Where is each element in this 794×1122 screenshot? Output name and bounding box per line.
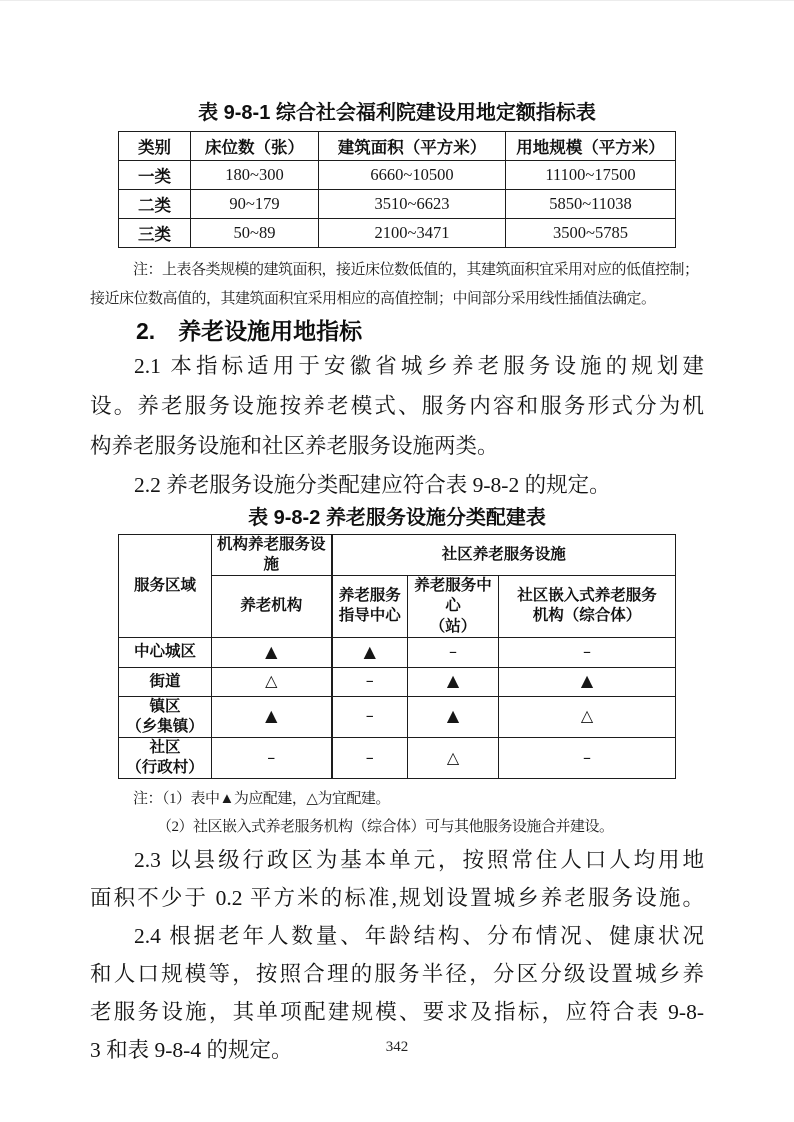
header-line: 养老服务 (338, 587, 401, 605)
column-header (332, 576, 408, 637)
cell-value: 5850~11038 (506, 190, 676, 219)
config-cell: – (332, 737, 408, 778)
cell-value: 3500~5785 (506, 219, 676, 248)
paragraph-line: 设。养老服务设施按养老模式、服务内容和服务形式分为机 (90, 394, 704, 418)
row-label: 街道 (119, 667, 212, 696)
paragraph-2-1 (90, 346, 704, 466)
cell-value: 2100~3471 (319, 219, 506, 248)
config-cell: ▲ (212, 696, 332, 737)
row-label: 二类 (119, 190, 191, 219)
paragraph-2-2 (90, 466, 704, 504)
column-header (408, 576, 499, 637)
page-content (0, 1, 794, 1069)
column-header: 服务区域 (119, 535, 212, 638)
paragraph-line: 面积不少于 0.2 平方米的标准,规划设置城乡养老服务设施。 (90, 886, 704, 911)
header-line: 社区嵌入式养老服务 (517, 587, 657, 605)
note-line: 注：（1）表中▲为应配建，△为宜配建。 (133, 791, 390, 808)
table-row (119, 190, 676, 219)
row-label-line: （乡集镇） (126, 717, 204, 735)
header-line: 养老服务中心 (414, 577, 492, 615)
column-header: 建筑面积（平方米） (319, 132, 506, 161)
column-header: 类别 (119, 132, 191, 161)
cell-value: 90~179 (191, 190, 319, 219)
paragraph-line: 2.4 根据老年人数量、年龄结构、分布情况、健康状况 (134, 924, 704, 949)
table-row (119, 161, 676, 190)
config-cell: – (212, 737, 332, 778)
config-cell: △ (499, 696, 676, 737)
cell-value: 50~89 (191, 219, 319, 248)
row-label (119, 696, 212, 737)
paragraph-line: 3 和表 9-8-4 的规定。 (90, 1038, 293, 1063)
note-line: 注：上表各类规模的建筑面积，接近床位数低值的，其建筑面积宜采用对应的低值控制； (133, 262, 699, 278)
cell-value: 180~300 (191, 161, 319, 190)
table-9-8-1 (118, 131, 676, 248)
table-row (119, 667, 676, 696)
paragraph-2-3 (90, 841, 704, 917)
config-cell: – (408, 637, 499, 667)
cell-value: 11100~17500 (506, 161, 676, 190)
config-cell: ▲ (408, 696, 499, 737)
table-9-8-2-caption: 表 9-8-2 养老服务设施分类配建表 (248, 507, 546, 529)
config-cell: ▲ (332, 637, 408, 667)
header-line: 机构（综合体） (532, 607, 642, 625)
paragraph-line: 2.2 养老服务设施分类配建应符合表 9-8-2 的规定。 (134, 473, 611, 497)
row-label-line: 镇区 (149, 697, 181, 715)
column-header: 用地规模（平方米） (506, 132, 676, 161)
table-row (119, 535, 676, 576)
column-group-header: 社区养老服务设施 (332, 535, 676, 576)
table-row (119, 696, 676, 737)
column-header: 养老机构 (212, 576, 332, 637)
table-row (119, 132, 676, 161)
table-9-8-1-note (90, 256, 704, 314)
paragraph-line: 和人口规模等，按照合理的服务半径，分区分级设置城乡养 (90, 962, 704, 987)
config-cell: – (499, 737, 676, 778)
config-cell: – (332, 667, 408, 696)
config-cell: ▲ (408, 667, 499, 696)
column-header (499, 576, 676, 637)
header-line: （站） (429, 617, 477, 635)
column-header: 床位数（张） (191, 132, 319, 161)
config-cell: – (332, 696, 408, 737)
paragraph-line: 老服务设施，其单项配建规模、要求及指标，应符合表 9-8- (90, 1000, 704, 1025)
config-cell: △ (212, 667, 332, 696)
cell-value: 3510~6623 (319, 190, 506, 219)
row-label-line: （行政村） (126, 759, 204, 777)
config-cell: ▲ (499, 667, 676, 696)
page-number: 342 (385, 1039, 409, 1055)
table-9-8-2-note (90, 785, 704, 841)
row-label (119, 737, 212, 778)
row-label: 一类 (119, 161, 191, 190)
column-group-header: 机构养老服务设施 (212, 535, 332, 576)
note-line: （2）社区嵌入式养老服务机构（综合体）可与其他服务设施合并建设。 (157, 819, 614, 836)
note-line: 接近床位数高值的，其建筑面积宜采用相应的高值控制；中间部分采用线性插值法确定。 (90, 291, 656, 307)
row-label: 三类 (119, 219, 191, 248)
paragraph-line: 2.1 本指标适用于安徽省城乡养老服务设施的规划建 (134, 354, 704, 378)
table-9-8-2 (118, 534, 676, 779)
config-cell: △ (408, 737, 499, 778)
paragraph-line: 2.3 以县级行政区为基本单元，按照常住人口人均用地 (134, 848, 704, 873)
row-label: 中心城区 (119, 637, 212, 667)
header-line: 指导中心 (338, 607, 401, 625)
cell-value: 6660~10500 (319, 161, 506, 190)
section-heading: 2. 养老设施用地指标 (136, 318, 363, 344)
table-row (119, 637, 676, 667)
paragraph-line: 构养老服务设施和社区养老服务设施两类。 (90, 434, 499, 458)
row-label-line: 社区 (149, 738, 181, 756)
table-row (119, 737, 676, 778)
config-cell: ▲ (212, 637, 332, 667)
config-cell: – (499, 637, 676, 667)
table-row (119, 219, 676, 248)
table-9-8-1-caption: 表 9-8-1 综合社会福利院建设用地定额指标表 (198, 102, 596, 124)
